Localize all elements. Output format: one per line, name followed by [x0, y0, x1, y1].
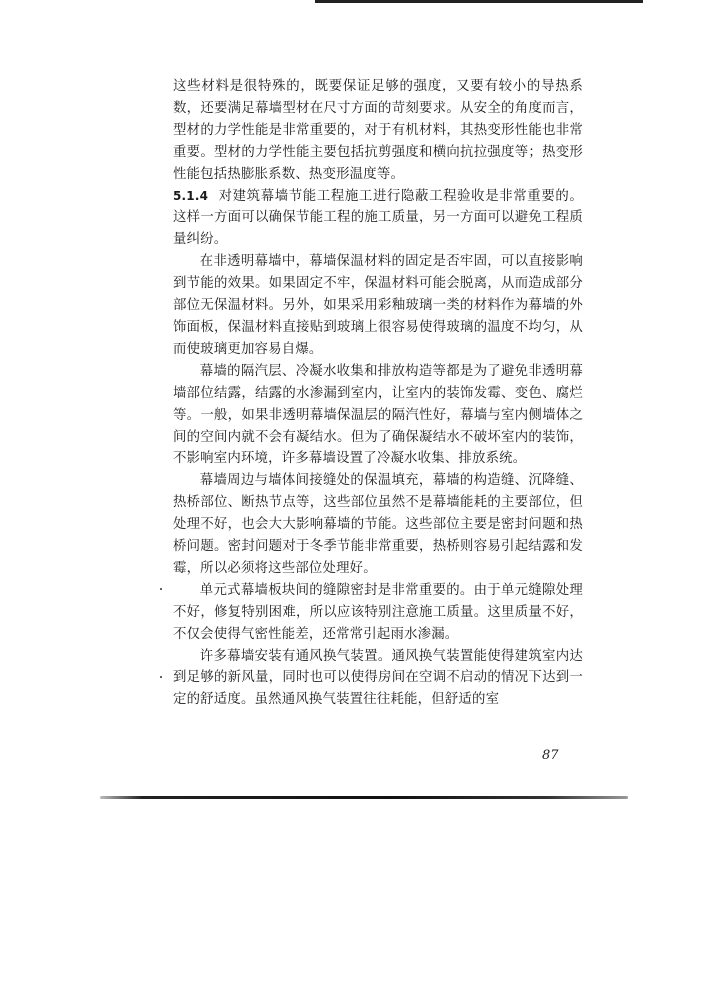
paragraph-4: 幕墙的隔汽层、冷凝水收集和排放构造等都是为了避免非透明幕墙部位结露，结露的水渗漏到室内，让室内的装饰发霉、变色、腐烂等。一般，如果非透明幕墙保温层的隔汽性好，幕墙与室内侧墙体之间的空间内就不会有凝结水。但为了确保凝结水不破坏室内的装饰，不影响室内环境，许多幕墙设置了冷凝水收集、排放系统。: [173, 363, 583, 467]
paragraph-6: 单元式幕墙板块间的缝隙密封是非常重要的。由于单元缝隙处理不好，修复特别困难，所以应该特别注意施工质量。这里质量不好，不仅会使得气密性能差，还常常引起雨水渗漏。: [173, 582, 583, 642]
top-edge-rule: [315, 0, 643, 3]
page-body: [173, 76, 583, 711]
bottom-edge-rule: [100, 796, 628, 799]
section-text: 对建筑幕墙节能工程施工进行隐蔽工程验收是非常重要的。这样一方面可以确保节能工程的施工质量，另一方面可以避免工程质量纠纷。: [173, 188, 583, 248]
scan-speck: [160, 588, 162, 590]
paragraph-7: 许多幕墙安装有通风换气装置。通风换气装置能使得建筑室内达到足够的新风量，同时也可以使得房间在空调不启动的情况下达到一定的舒适度。虽然通风换气装置往往耗能，但舒适的室: [173, 648, 583, 708]
paragraph-5: 幕墙周边与墙体间接缝处的保温填充，幕墙的构造缝、沉降缝、热桥部位、断热节点等，这些部位虽然不是幕墙能耗的主要部位，但处理不好，也会大大影响幕墙的节能。这些部位主要是密封问题和热桥问题。密封问题对于冬季节能非常重要，热桥则容易引起结露和发霉，所以必须将这些部位处理好。: [173, 473, 583, 576]
paragraph-3: 在非透明幕墙中，幕墙保温材料的固定是否牢固，可以直接影响到节能的效果。如果固定不牢，保温材料可能会脱离，从而造成部分部位无保温材料。另外，如果采用彩釉玻璃一类的材料作为幕墙的外饰面板，保温材料直接贴到玻璃上很容易使得玻璃的温度不均匀，从而使玻璃更加容易自爆。: [173, 254, 583, 357]
paragraph-1: 这些材料是很特殊的，既要保证足够的强度，又要有较小的导热系数，还要满足幕墙型材在尺寸方面的苛刻要求。从安全的角度而言，型材的力学性能是非常重要的，对于有机材料，其热变形性能也非常重要。型材的力学性能主要包括抗剪强度和横向抗拉强度等；热变形性能包括热膨胀系数、热变形温度等。: [173, 79, 583, 182]
scan-speck: [160, 676, 162, 678]
paragraph-section-5-1-4: [173, 186, 583, 252]
page-number: 87: [542, 748, 559, 763]
section-number: 5.1.4: [173, 188, 209, 203]
